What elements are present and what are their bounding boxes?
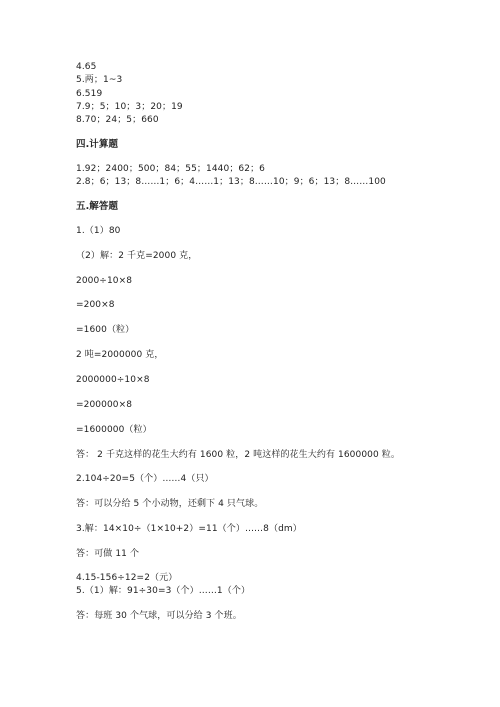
solution-line: 4.15-156÷12=2（元） [76,573,178,583]
solution-line: 2000÷10×8 [76,276,133,286]
solution-line: =200000×8 [76,400,133,410]
solution-line: =200×8 [76,300,115,310]
section-heading-word-problems: 五.解答题 [76,201,119,212]
solution-line: （2）解：2 千克=2000 克， [76,251,198,261]
solution-line: 5.（1）解：91÷30=3（个）……1（个） [76,586,251,596]
answer-statement: 答：每班 30 个气球，可以分给 3 个班。 [76,611,242,621]
answer-statement: 答：可以分给 5 个小动物，还剩下 4 只气球。 [76,499,264,509]
solution-line: 1.（1）80 [76,226,121,236]
solution-line: =1600000（粒） [76,425,152,435]
solution-line: 3.解：14×10÷（1×10+2）=11（个）……8（dm） [76,524,302,534]
answer-line-7: 7.9；5；10；3；20；19 [76,102,183,112]
solution-line: 2 吨=2000000 克， [76,350,164,360]
answer-line-8: 8.70；24；5；660 [76,115,159,125]
solution-line: 2.104÷20=5（个）……4（只） [76,474,214,484]
answer-line-5: 5.两；1~3 [76,75,123,85]
answer-statement: 答： 2 千克这样的花生大约有 1600 粒，2 吨这样的花生大约有 1600000 粒。 [76,450,400,460]
answer-statement: 答：可做 11 个 [76,549,140,559]
answer-line-6: 6.519 [76,89,103,99]
solution-line: 2000000÷10×8 [76,375,150,385]
answer-line-4: 4.65 [76,62,97,72]
solution-line: =1600（粒） [76,325,135,335]
section-heading-calculation: 四.计算题 [76,139,119,150]
calculation-line-2: 2.8；6；13；8……1；6；4……1；13；8……10；9；6；13；8……100 [76,177,386,187]
calculation-line-1: 1.92；2400；500；84；55；1440；62；6 [76,164,266,174]
